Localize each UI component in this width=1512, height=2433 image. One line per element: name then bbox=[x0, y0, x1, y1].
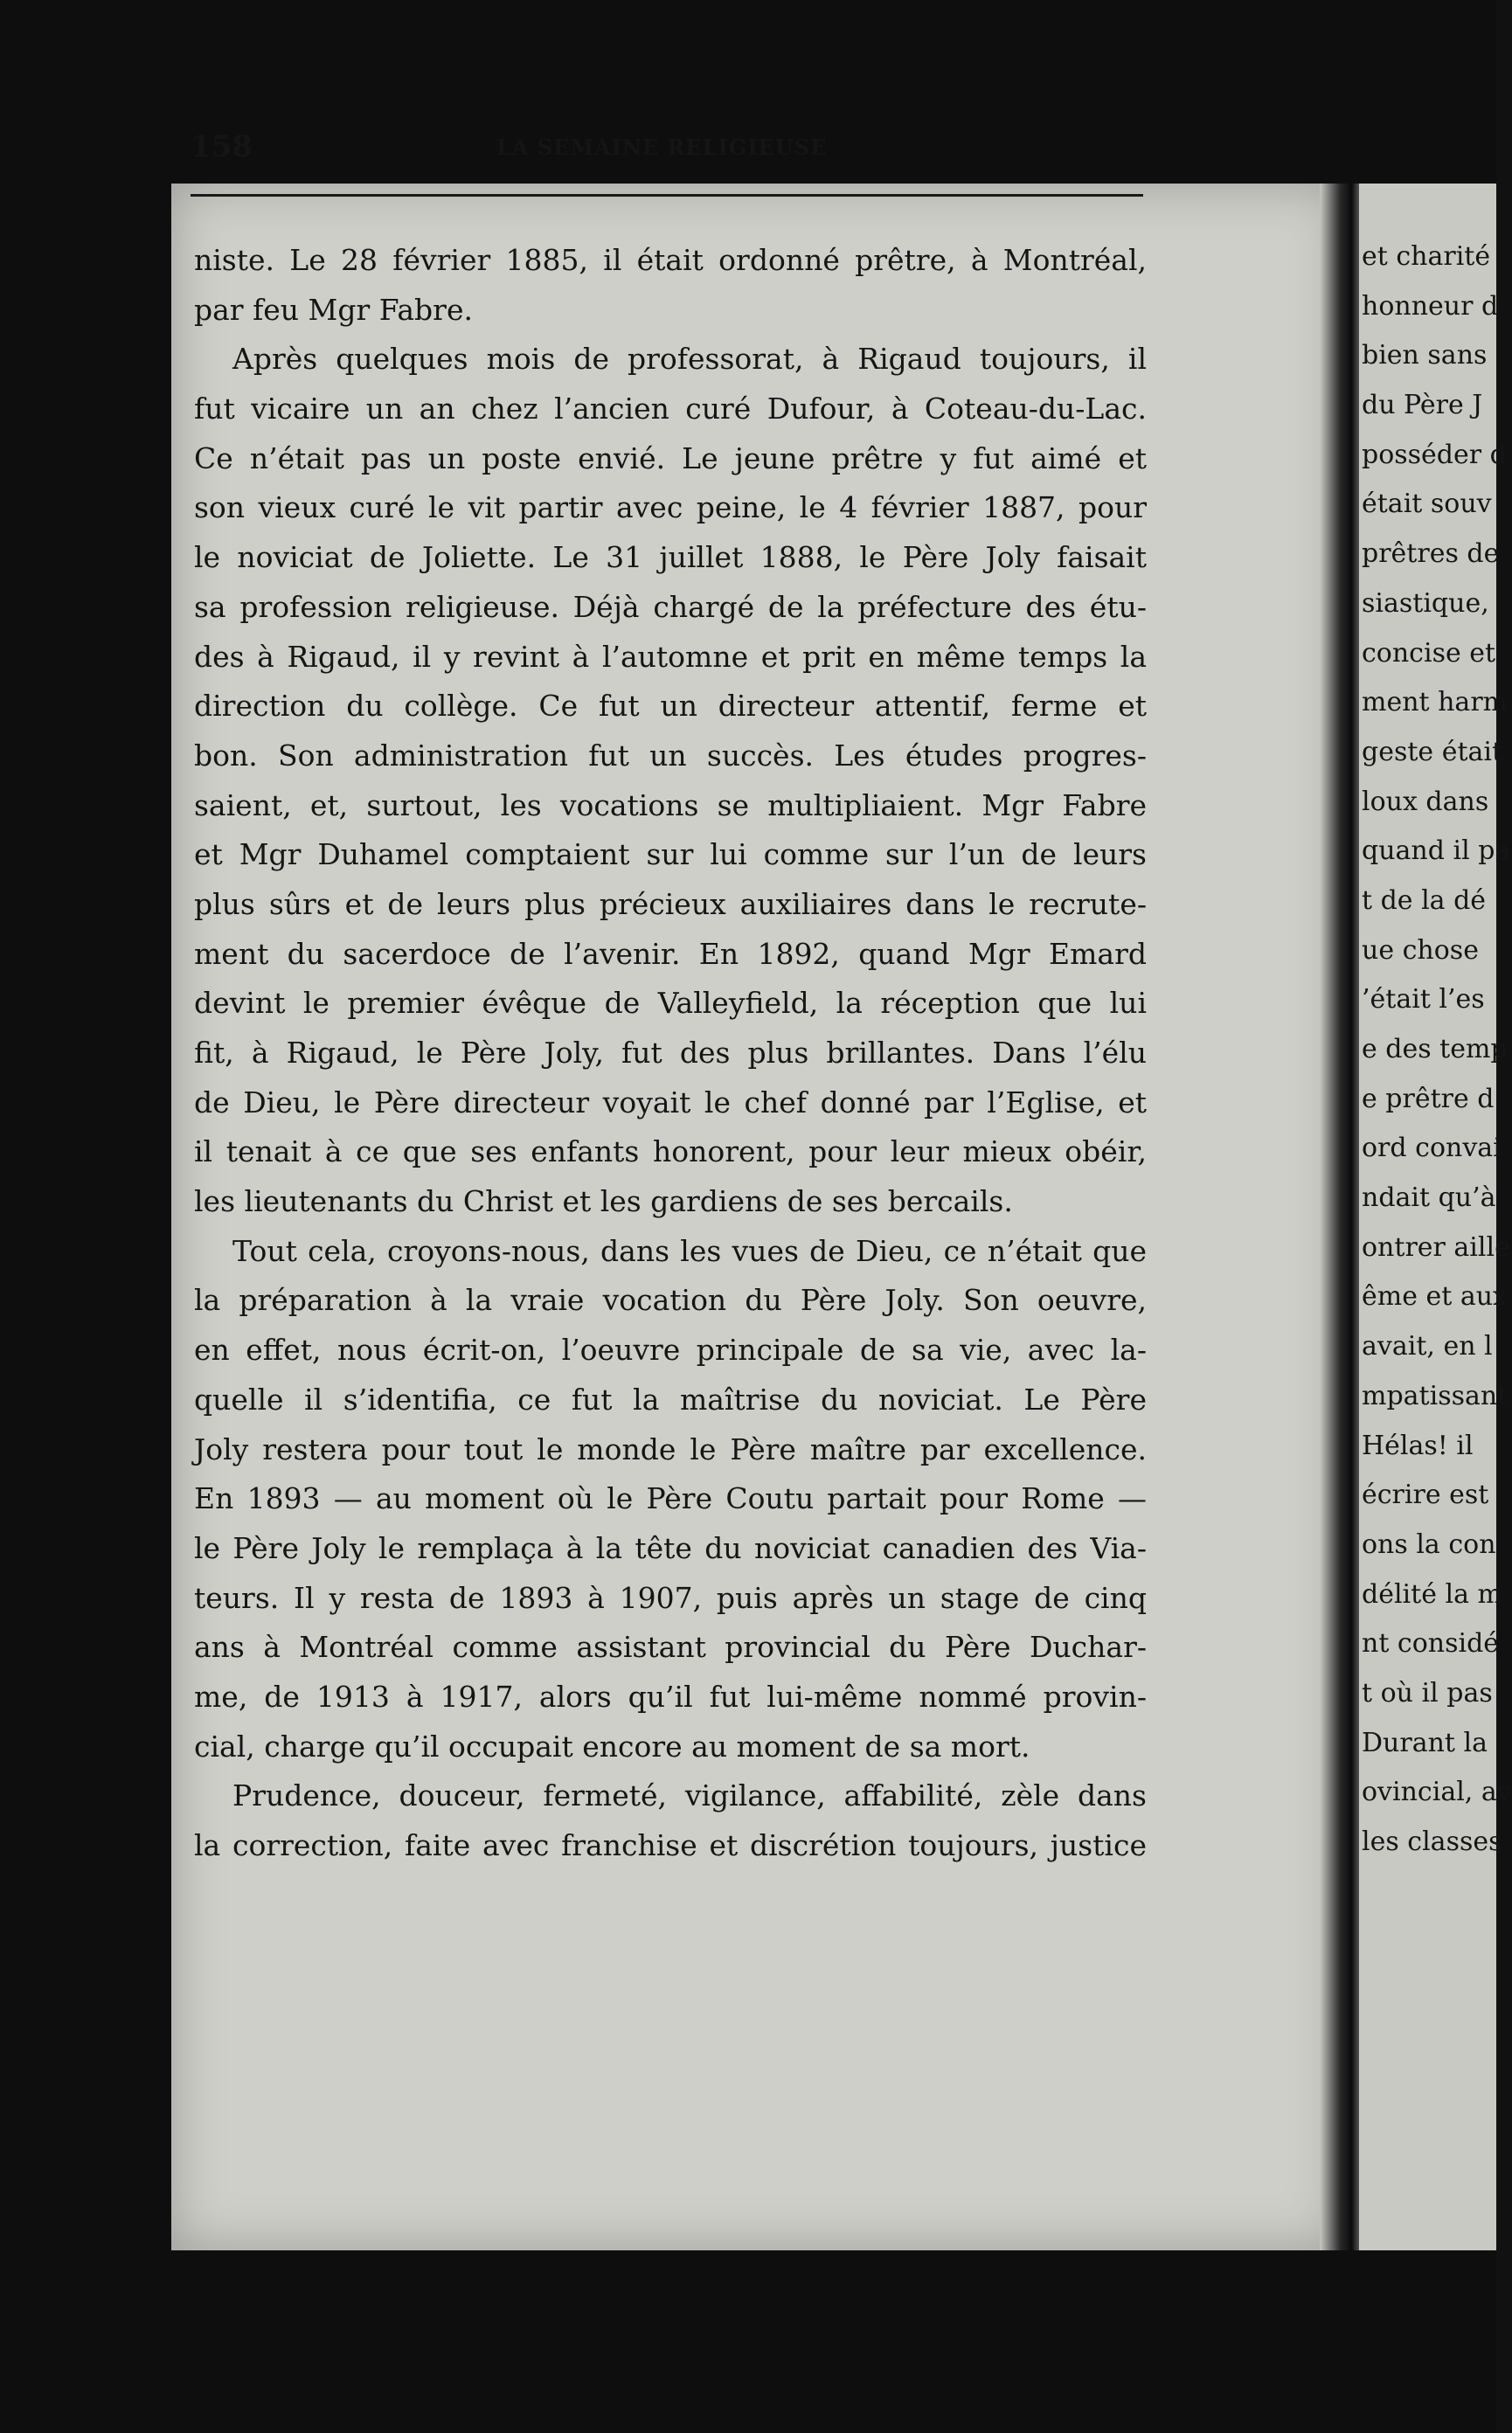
adjacent-text-line: ovincial, av bbox=[1362, 1777, 1512, 1808]
text-line: quelle il s’identifia, ce fut la maîtrise du noviciat. Le Père bbox=[194, 1382, 1147, 1417]
running-head: LA SEMAINE RELIGIEUSE bbox=[496, 135, 828, 160]
adjacent-text-line: nt considé bbox=[1362, 1628, 1500, 1660]
text-line: il tenait à ce que ses enfants honorent, pour leur mieux obéir, bbox=[194, 1134, 1147, 1169]
adjacent-text-line: prêtres de bbox=[1362, 538, 1500, 570]
header-rule bbox=[191, 194, 1143, 197]
adjacent-text-line: bien sans bbox=[1362, 340, 1488, 371]
text-line: me, de 1913 à 1917, alors qu’il fut lui-même nommé provin- bbox=[194, 1679, 1147, 1714]
text-line: sa profession religieuse. Déjà chargé de la préfecture des étu- bbox=[194, 589, 1147, 624]
adjacent-text-line: ’était l’es bbox=[1362, 984, 1485, 1015]
adjacent-text-line: posséder d bbox=[1362, 439, 1507, 470]
adjacent-text-line: ême et aux bbox=[1362, 1281, 1508, 1313]
text-line: ment du sacerdoce de l’avenir. En 1892, quand Mgr Emard bbox=[194, 936, 1147, 971]
text-line: la préparation à la vraie vocation du Père Joly. Son oeuvre, bbox=[194, 1283, 1147, 1318]
adjacent-text-line: Durant la bbox=[1362, 1727, 1488, 1758]
adjacent-text-line: loux dans bbox=[1362, 786, 1489, 817]
adjacent-text-line: les classes bbox=[1362, 1826, 1502, 1857]
text-line: Prudence, douceur, fermeté, vigilance, affabilité, zèle dans bbox=[232, 1778, 1147, 1813]
adjacent-text-line: e des temp bbox=[1362, 1034, 1508, 1064]
adjacent-text-line: et charité bbox=[1362, 241, 1491, 272]
adjacent-text-line: ment harm bbox=[1362, 687, 1509, 718]
adjacent-text-line: ndait qu’à bbox=[1362, 1182, 1496, 1214]
adjacent-text-line: concise et bbox=[1362, 637, 1496, 669]
text-line: Tout cela, croyons-nous, dans les vues de Dieu, ce n’était que bbox=[232, 1233, 1147, 1268]
adjacent-text-line: t où il pas bbox=[1362, 1677, 1493, 1709]
text-line: ans à Montréal comme assistant provincial du Père Duchar- bbox=[194, 1630, 1147, 1665]
text-line: Ce n’était pas un poste envié. Le jeune prêtre y fut aimé et bbox=[194, 440, 1147, 475]
text-line: teurs. Il y resta de 1893 à 1907, puis après un stage de cinq bbox=[194, 1580, 1147, 1615]
text-line: saient, et, surtout, les vocations se multipliaient. Mgr Fabre bbox=[194, 787, 1147, 822]
text-line: de Dieu, le Père directeur voyait le chef donné par l’Eglise, et bbox=[194, 1085, 1147, 1119]
adjacent-text-line: ontrer aille bbox=[1362, 1231, 1510, 1263]
adjacent-text-line: était souv bbox=[1362, 489, 1492, 520]
page-number: 158 bbox=[191, 129, 253, 164]
text-line: son vieux curé le vit partir avec peine, le 4 février 1887, pour bbox=[194, 490, 1147, 525]
adjacent-text-line: ons la con bbox=[1362, 1528, 1496, 1560]
adjacent-text-line: geste était bbox=[1362, 736, 1503, 767]
text-line: Après quelques mois de professorat, à Rigaud toujours, il bbox=[232, 342, 1147, 377]
text-line: et Mgr Duhamel comptaient sur lui comme sur l’un de leurs bbox=[194, 837, 1147, 872]
text-line: le Père Joly le remplaça à la tête du noviciat canadien des Via- bbox=[194, 1530, 1147, 1565]
adjacent-text-line: ord convai bbox=[1362, 1133, 1502, 1164]
body-text bbox=[194, 236, 1147, 1871]
text-line: par feu Mgr Fabre. bbox=[194, 292, 473, 327]
adjacent-text-line: avait, en l bbox=[1362, 1331, 1493, 1362]
text-line: niste. Le 28 février 1885, il était ordonné prêtre, à Montréal, bbox=[194, 243, 1147, 277]
adjacent-text-line: mpatissant bbox=[1362, 1380, 1509, 1411]
text-line: des à Rigaud, il y revint à l’automne et prit en même temps la bbox=[194, 639, 1147, 674]
text-line: bon. Son administration fut un succès. Les études progres- bbox=[194, 738, 1147, 773]
adjacent-text-line: e prêtre d bbox=[1362, 1083, 1495, 1114]
adjacent-page-text bbox=[1362, 232, 1512, 1868]
adjacent-text-line: Hélas! il bbox=[1362, 1430, 1474, 1461]
adjacent-text-line: siastique, bbox=[1362, 587, 1489, 619]
adjacent-text-line: ue chose bbox=[1362, 934, 1479, 966]
adjacent-text-line: t de la dé bbox=[1362, 884, 1487, 916]
text-line: en effet, nous écrit-on, l’oeuvre principale de sa vie, avec la- bbox=[194, 1333, 1147, 1368]
text-line: fut vicaire un an chez l’ancien curé Dufour, à Coteau-du-Lac. bbox=[194, 392, 1147, 426]
adjacent-text-line: quand il pa bbox=[1362, 835, 1511, 867]
adjacent-text-line: du Père J bbox=[1362, 390, 1483, 421]
text-line: cial, charge qu’il occupait encore au moment de sa mort. bbox=[194, 1729, 1030, 1764]
text-line: Joly restera pour tout le monde le Père maître par excellence. bbox=[194, 1431, 1147, 1466]
text-line: plus sûrs et de leurs plus précieux auxiliaires dans le recrute- bbox=[194, 886, 1147, 921]
text-line: la correction, faite avec franchise et discrétion toujours, justice bbox=[194, 1828, 1147, 1862]
text-line: le noviciat de Joliette. Le 31 juillet 1888, le Père Joly faisait bbox=[194, 540, 1147, 575]
text-line: fit, à Rigaud, le Père Joly, fut des plus brillantes. Dans l’élu bbox=[194, 1036, 1147, 1070]
adjacent-text-line: écrire est bbox=[1362, 1480, 1489, 1511]
text-line: direction du collège. Ce fut un directeur attentif, ferme et bbox=[194, 689, 1147, 724]
text-line: En 1893 — au moment où le Père Coutu partait pour Rome — bbox=[194, 1481, 1147, 1516]
adjacent-text-line: délité la m bbox=[1362, 1578, 1502, 1610]
adjacent-text-line: honneur d bbox=[1362, 290, 1499, 322]
text-line: les lieutenants du Christ et les gardiens de ses bercails. bbox=[194, 1184, 1013, 1219]
page-header bbox=[191, 129, 1143, 182]
text-line: devint le premier évêque de Valleyfield, la réception que lui bbox=[194, 986, 1147, 1021]
